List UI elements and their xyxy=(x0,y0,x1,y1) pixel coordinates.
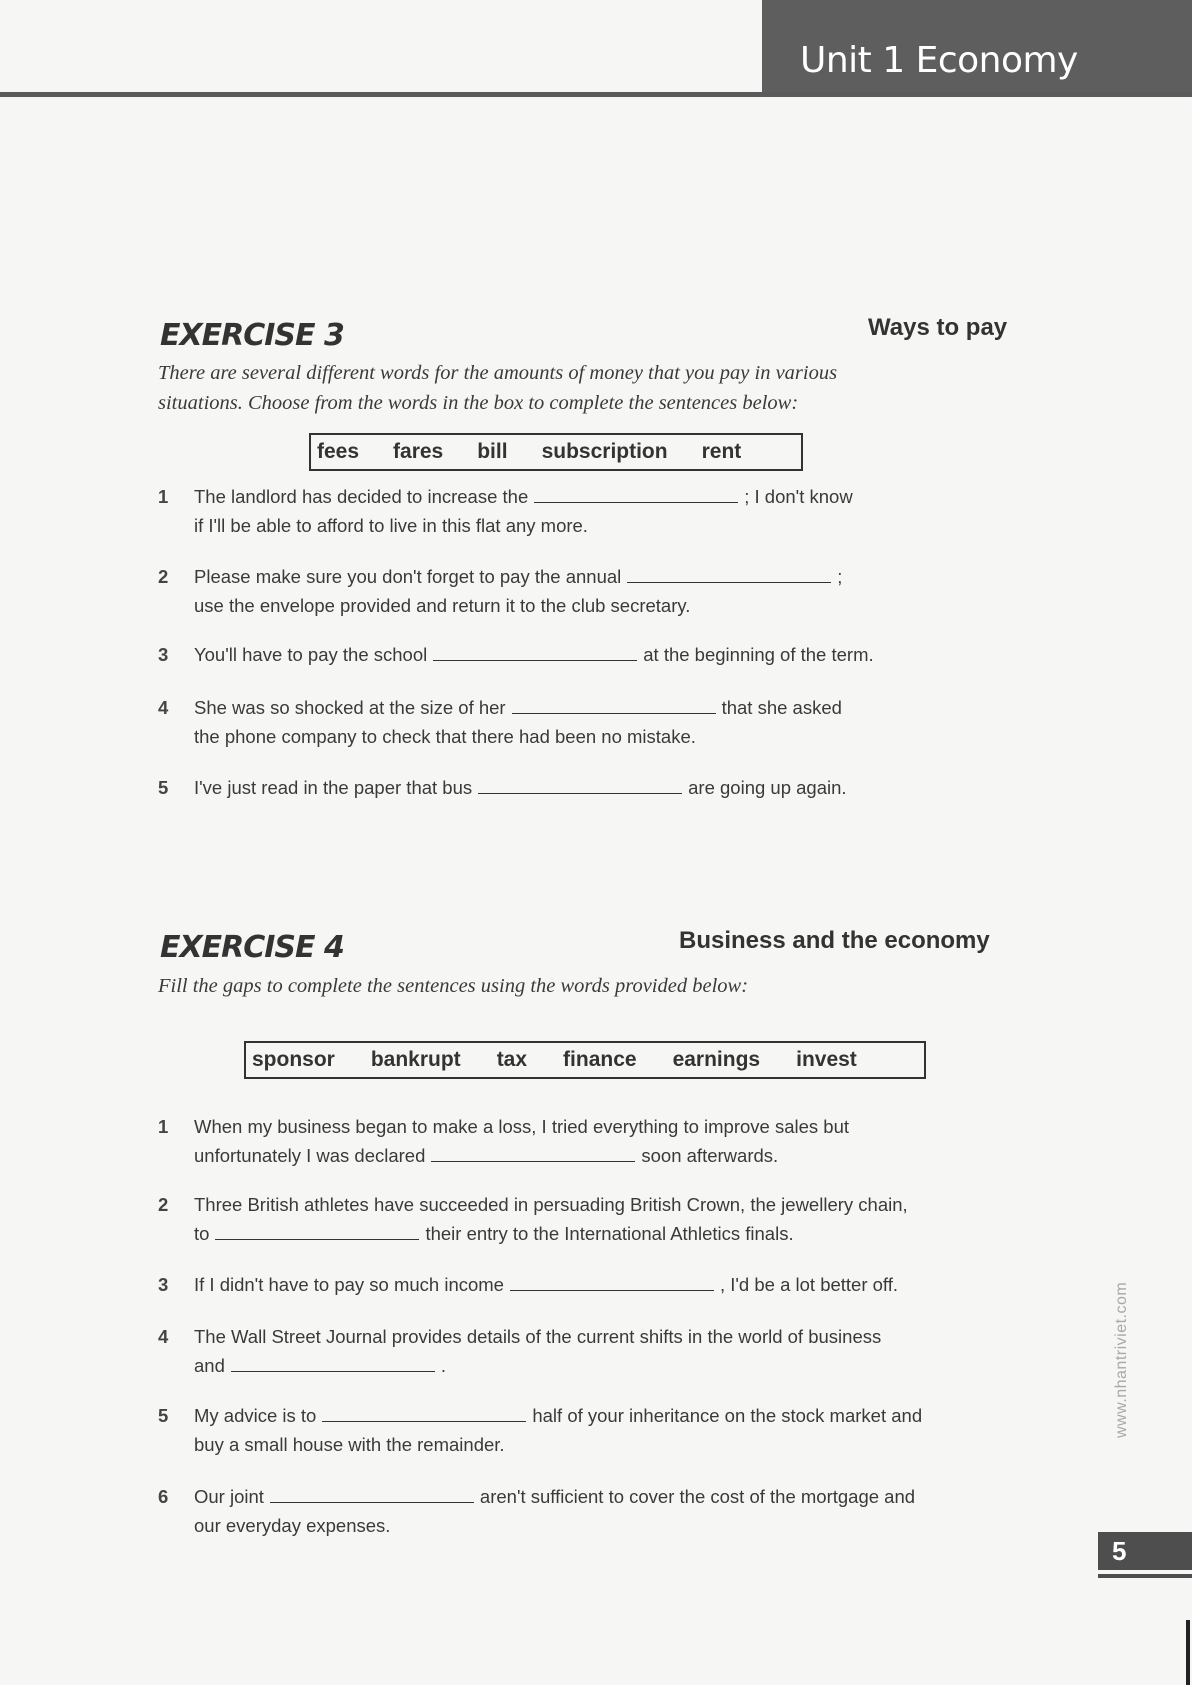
item-text: soon afterwards. xyxy=(641,1145,779,1166)
item-text: buy a small house with the remainder. xyxy=(194,1434,505,1455)
item-text: if I'll be able to afford to live in this flat any more. xyxy=(194,515,588,536)
exercise-3-word-box xyxy=(309,433,803,471)
word-box-item: sponsor xyxy=(252,1048,335,1071)
instruction-line: There are several different words for the amounts of money that you pay in various xyxy=(158,362,838,384)
exercise-4-instructions xyxy=(158,971,748,1001)
word-box-item: subscription xyxy=(541,440,668,463)
unit-title: Unit 1 Economy xyxy=(800,40,1078,81)
answer-blank[interactable] xyxy=(215,1221,419,1240)
item-number: 5 xyxy=(158,1405,169,1426)
word-box-item: fares xyxy=(393,440,444,463)
item-text: and xyxy=(194,1355,225,1376)
item-text: use the envelope provided and return it to the club secretary. xyxy=(194,595,691,616)
item-number: 6 xyxy=(158,1486,169,1507)
item-text: ; xyxy=(837,566,843,587)
exercise-4-word-box xyxy=(244,1041,926,1079)
item-text: Please make sure you don't forget to pay the annual xyxy=(194,566,622,587)
item-text: You'll have to pay the school xyxy=(194,644,428,665)
item-text: The Wall Street Journal provides details of the current shifts in the world of business xyxy=(194,1326,882,1347)
item-text: I've just read in the paper that bus xyxy=(194,777,473,798)
item-text: When my business began to make a loss, I tried everything to improve sales but xyxy=(194,1116,850,1137)
answer-blank[interactable] xyxy=(433,642,637,661)
item-text: their entry to the International Athletics finals. xyxy=(425,1223,794,1244)
item-number: 3 xyxy=(158,644,169,665)
word-box-item: earnings xyxy=(672,1048,761,1071)
word-box-item: invest xyxy=(796,1048,857,1071)
item-number: 4 xyxy=(158,697,169,718)
answer-blank[interactable] xyxy=(627,564,831,583)
item-text: unfortunately I was declared xyxy=(194,1145,426,1166)
exercise-3-topic: Ways to pay xyxy=(868,314,1008,341)
answer-blank[interactable] xyxy=(478,775,682,794)
item-text: The landlord has decided to increase the xyxy=(194,486,529,507)
item-number: 2 xyxy=(158,566,169,587)
item-number: 3 xyxy=(158,1274,169,1295)
header-rule xyxy=(0,92,1192,97)
item-number: 2 xyxy=(158,1194,169,1215)
instruction-line: Fill the gaps to complete the sentences using the words provided below: xyxy=(158,975,749,997)
item-text: Our joint xyxy=(194,1486,264,1507)
item-text: ; I don't know xyxy=(744,486,853,507)
item-text: our everyday expenses. xyxy=(194,1515,391,1536)
answer-blank[interactable] xyxy=(270,1484,474,1503)
item-text: are going up again. xyxy=(688,777,847,798)
item-text: . xyxy=(440,1355,447,1376)
word-box-item: rent xyxy=(701,440,742,463)
exercise-4-topic: Business and the economy xyxy=(679,927,990,954)
footer-rule xyxy=(1098,1574,1192,1578)
answer-blank[interactable] xyxy=(322,1403,526,1422)
page-edge-mark xyxy=(1186,1620,1190,1685)
exercise-3-title: EXERCISE 3 xyxy=(160,318,344,353)
word-box-item: fees xyxy=(317,440,360,463)
instruction-line: situations. Choose from the words in the box to complete the sentences below: xyxy=(158,392,799,414)
answer-blank[interactable] xyxy=(431,1143,635,1162)
answer-blank[interactable] xyxy=(510,1272,714,1291)
item-text: half of your inheritance on the stock market and xyxy=(532,1405,923,1426)
website-watermark: www.nhantriviet.com xyxy=(1113,1281,1130,1438)
answer-blank[interactable] xyxy=(512,695,716,714)
item-number: 5 xyxy=(158,777,169,798)
page-number: 5 xyxy=(1112,1536,1127,1566)
item-text: My advice is to xyxy=(194,1405,317,1426)
word-box-item: bill xyxy=(477,440,508,463)
exercise-4-title: EXERCISE 4 xyxy=(160,930,344,965)
item-number: 1 xyxy=(158,486,169,507)
item-text: to xyxy=(194,1223,210,1244)
item-text: aren't sufficient to cover the cost of the mortgage and xyxy=(479,1486,916,1507)
item-text: She was so shocked at the size of her xyxy=(194,697,506,718)
item-text: , I'd be a lot better off. xyxy=(719,1274,899,1295)
answer-blank[interactable] xyxy=(534,484,738,503)
exercise-3-instructions xyxy=(158,358,837,418)
item-number: 4 xyxy=(158,1326,169,1347)
item-text: Three British athletes have succeeded in persuading British Crown, the jewellery chain, xyxy=(194,1194,908,1215)
item-number: 1 xyxy=(158,1116,169,1137)
item-text: at the beginning of the term. xyxy=(643,644,874,665)
item-text: that she asked xyxy=(721,697,842,718)
word-box-item: tax xyxy=(496,1048,528,1071)
word-box-item: bankrupt xyxy=(370,1048,461,1071)
word-box-item: finance xyxy=(563,1048,637,1071)
item-text: the phone company to check that there had been no mistake. xyxy=(194,726,696,747)
answer-blank[interactable] xyxy=(231,1353,435,1372)
item-text: If I didn't have to pay so much income xyxy=(194,1274,504,1295)
